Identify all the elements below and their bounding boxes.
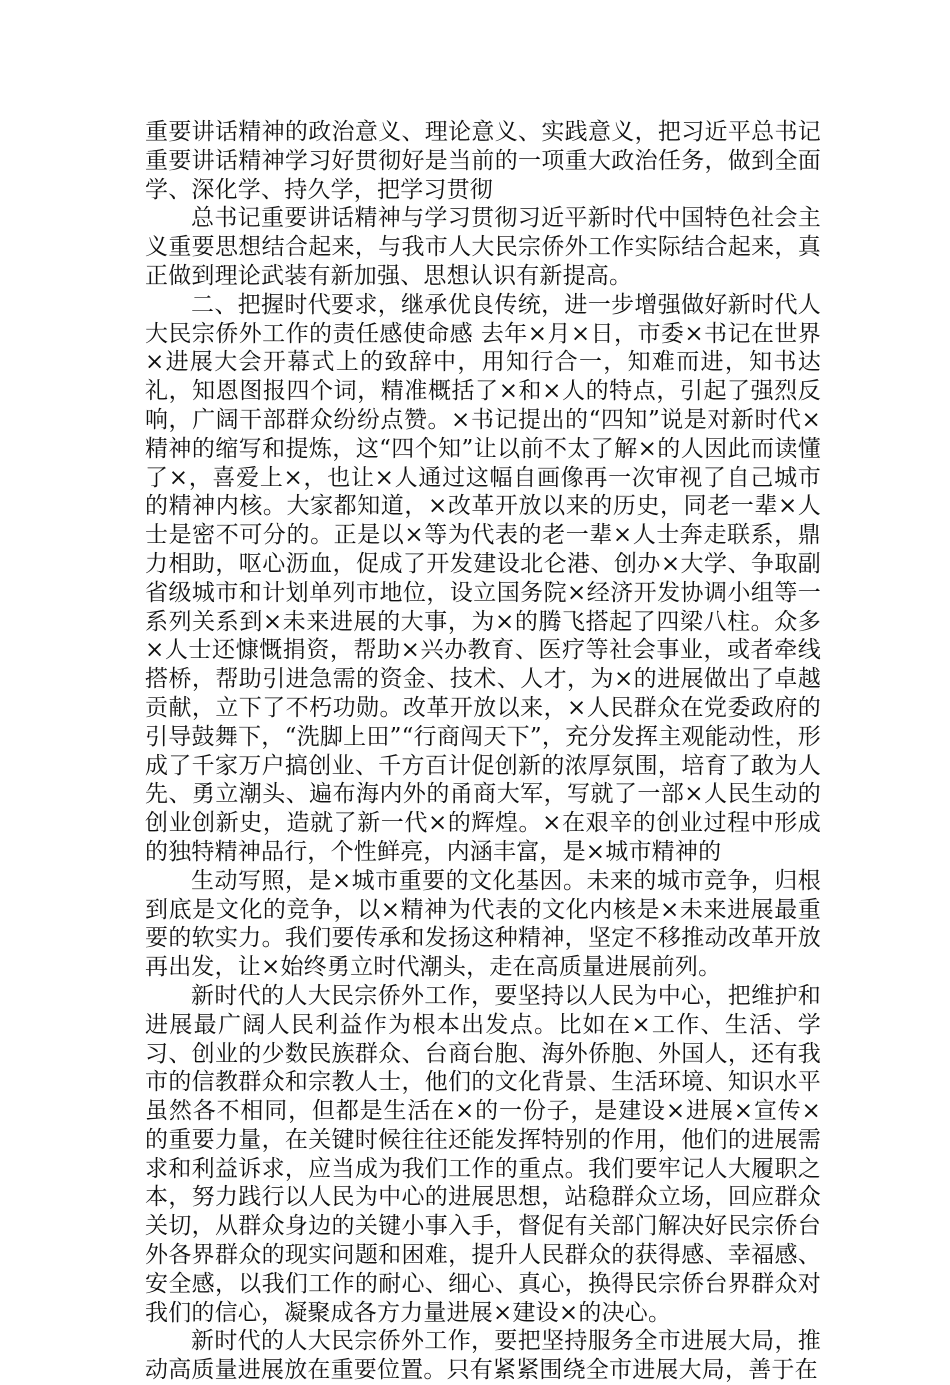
paragraph-5: 新时代的人大民宗侨外工作，要坚持以人民为中心，把维护和进展最广阔人民利益作为根本出发点。比如在×工作、生活、学习、创业的少数民族群众、台商台胞、海外侨胞、外国人，还有我市的信教群众和宗教人士，他们的文化背景、生活环境、知识水平虽然各不相同，但都是生活在×的一份子，是建设×进展×宣传×的重要力量，在关键时候往往还能发挥特别的作用，他们的进展需求和利益诉求，应当成为我们工作的重点。我们要牢记人大履职之本，努力践行以人民为中心的进展思想，站稳群众立场，回应群众关切，从群众身边的关键小事入手，督促有关部门解决好民宗侨台外各界群众的现实问题和困难，提升人民群众的获得感、幸福感、安全感，以我们工作的耐心、细心、真心，换得民宗侨台界群众对我们的信心，凝聚成各方力量进展×建设×的决心。 <box>145 982 821 1326</box>
paragraph-6: 新时代的人大民宗侨外工作，要把坚持服务全市进展大局，推动高质量进展放在重要位置。只有紧紧围绕全市进展大局，善于在 <box>145 1328 821 1384</box>
document-body <box>145 118 821 1385</box>
paragraph-1: 重要讲话精神的政治意义、理论意义、实践意义，把习近平总书记重要讲话精神学习好贯彻好是当前的一项重大政治任务，做到全面学、深化学、持久学，把学习贯彻 <box>145 119 821 203</box>
paragraph-4: 生动写照，是×城市重要的文化基因。未来的城市竞争，归根到底是文化的竞争，以×精神为代表的文化内核是×未来进展最重要的软实力。我们要传承和发扬这种精神，坚定不移推动改革开放再出发，让×始终勇立时代潮头，走在高质量进展前列。 <box>145 867 821 981</box>
paragraph-3: 二、把握时代要求，继承优良传统，进一步增强做好新时代人大民宗侨外工作的责任感使命感 去年×月×日，市委×书记在世界×进展大会开幕式上的致辞中，用知行合一，知难而进，知书达礼，知恩图报四个词，精准概括了×和×人的特点，引起了强烈反响，广阔干部群众纷纷点赞。×书记提出的“四知”说是对新时代×精神的缩写和提炼，这“四个知”让以前不太了解×的人因此而读懂了×，喜爱上×，也让×人通过这幅自画像再一次审视了自己城市的精神内核。大家都知道，×改革开放以来的历史，同老一辈×人士是密不可分的。正是以×等为代表的老一辈×人士奔走联系，鼎力相助，呕心沥血，促成了开发建设北仑港、创办×大学、争取副省级城市和计划单列市地位，设立国务院×经济开发协调小组等一系列关系到×未来进展的大事，为×的腾飞搭起了四梁八柱。众多×人士还慷慨捐资，帮助×兴办教育、医疗等社会事业，或者牵线搭桥，帮助引进急需的资金、技术、人才，为×的进展做出了卓越贡献，立下了不朽功勋。改革开放以来，×人民群众在党委政府的引导鼓舞下，“洗脚上田”“行商闯天下”，充分发挥主观能动性，形成了千家万户搞创业、千方百计促创新的浓厚氛围，培育了敢为人先、勇立潮头、遍布海内外的甬商大军，写就了一部×人民生动的创业创新史，造就了新一代×的辉煌。×在艰辛的创业过程中形成的独特精神品行，个性鲜亮，内涵丰富，是×城市精神的 <box>145 291 821 865</box>
paragraph-2: 总书记重要讲话精神与学习贯彻习近平新时代中国特色社会主义重要思想结合起来，与我市人大民宗侨外工作实际结合起来，真正做到理论武装有新加强、思想认识有新提高。 <box>145 205 821 289</box>
